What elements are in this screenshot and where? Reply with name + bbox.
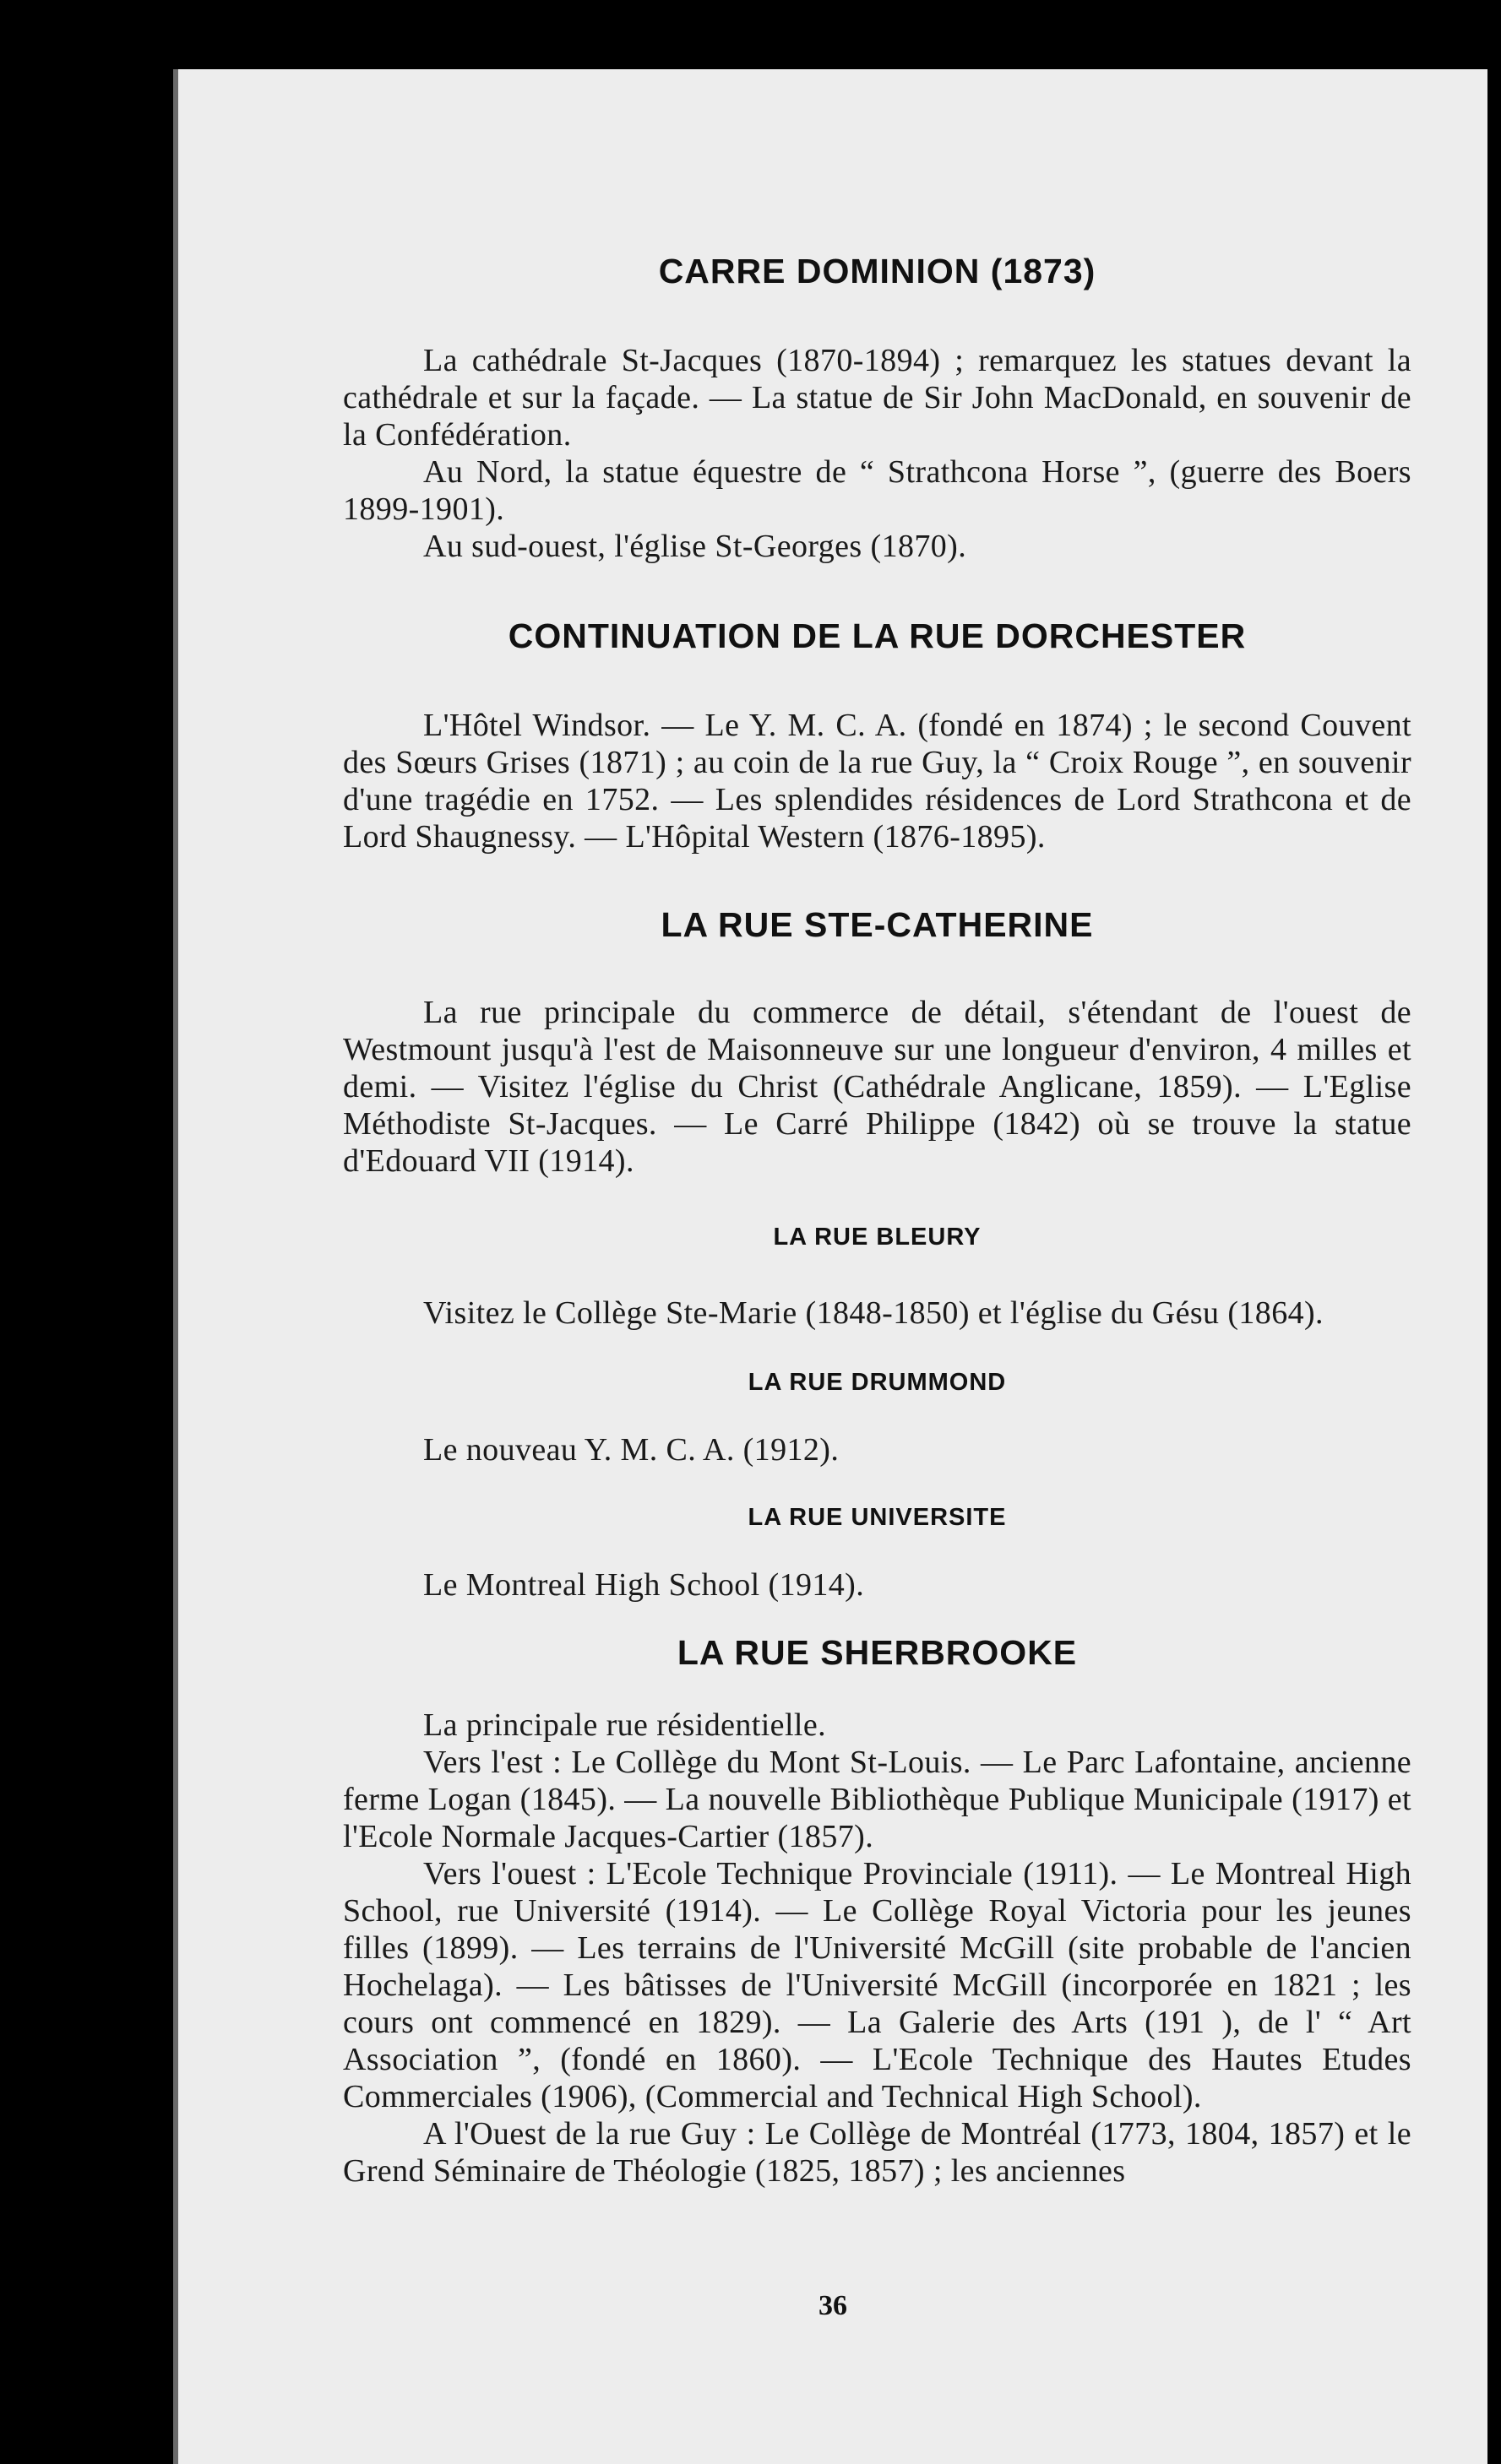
section-title-dominion: CARRE DOMINION (1873) (658, 252, 1096, 290)
paragraph: A l'Ouest de la rue Guy : Le Collège de Montréal (1773, 1804, 1857) et le Grend Séminaire de Théologie (1825, 1857) ; les anciennes (343, 2116, 1411, 2189)
section-title-catherine: LA RUE STE-CATHERINE (661, 905, 1094, 944)
paragraph: Visitez le Collège Ste-Marie (1848-1850) et l'église du Gésu (1864). (423, 1295, 1324, 1331)
paragraph: Le Montreal High School (1914). (423, 1567, 865, 1603)
section-title-sherbrooke: LA RUE SHERBROOKE (677, 1633, 1078, 1672)
section-title-dorchester: CONTINUATION DE LA RUE DORCHESTER (508, 616, 1247, 655)
paragraph: L'Hôtel Windsor. — Le Y. M. C. A. (fondé en 1874) ; le second Couvent des Sœurs Grises (1871) ; au coin de la rue Guy, la “ Croix Rouge ”, en souvenir d'une tragédie en 1752. — Les splendides résidences de Lord Strathcona et de Lord Shaugnessy. — L'Hôpital Western (1876-1895). (343, 708, 1411, 855)
paragraph: Au Nord, la statue équestre de “ Strathcona Horse ”, (guerre des Boers 1899-1901). (343, 454, 1411, 527)
section-title-drummond: LA RUE DRUMMOND (748, 1369, 1007, 1396)
page-number: 36 (818, 2290, 847, 2321)
section-title-bleury: LA RUE BLEURY (773, 1224, 982, 1251)
page-content (343, 183, 1411, 2190)
paragraph: La principale rue résidentielle. (423, 1707, 827, 1743)
paragraph: Le nouveau Y. M. C. A. (1912). (423, 1432, 840, 1468)
book-page (173, 69, 1487, 2464)
paragraph: Vers l'est : Le Collège du Mont St-Louis. — Le Parc Lafontaine, ancienne ferme Logan (1845). — La nouvelle Bibliothèque Publique Municipale (1917) et l'Ecole Normale Jacques-Cartier (1857). (343, 1745, 1411, 1854)
paragraph: La cathédrale St-Jacques (1870-1894) ; remarquez les statues devant la cathédrale et sur la façade. — La statue de Sir John MacDonald, en souvenir de la Confédération. (343, 343, 1411, 453)
paragraph: La rue principale du commerce de détail, s'étendant de l'ouest de Westmount jusqu'à l'est de Maisonneuve sur une longueur d'environ, 4 milles et demi. — Visitez l'église du Christ (Cathédrale Anglicane, 1859). — L'Eglise Méthodiste St-Jacques. — Le Carré Philippe (1842) où se trouve la statue d'Edouard VII (1914). (343, 995, 1411, 1179)
paragraph: Au sud-ouest, l'église St-Georges (1870). (423, 529, 967, 564)
paragraph: Vers l'ouest : L'Ecole Technique Provinciale (1911). — Le Montreal High School, rue Université (1914). — Le Collège Royal Victoria pour les jeunes filles (1899). — Les terrains de l'Université McGill (site probable de l'ancien Hochelaga). — Les bâtisses de l'Université McGill (incorporée en 1821 ; les cours ont commencé en 1829). — La Galerie des Arts (191 ), de l' “ Art Association ”, (fondé en 1860). — L'Ecole Technique des Hautes Etudes Commerciales (1906), (Commercial and Technical High School). (343, 1856, 1411, 2114)
section-title-universite: LA RUE UNIVERSITE (748, 1504, 1007, 1531)
